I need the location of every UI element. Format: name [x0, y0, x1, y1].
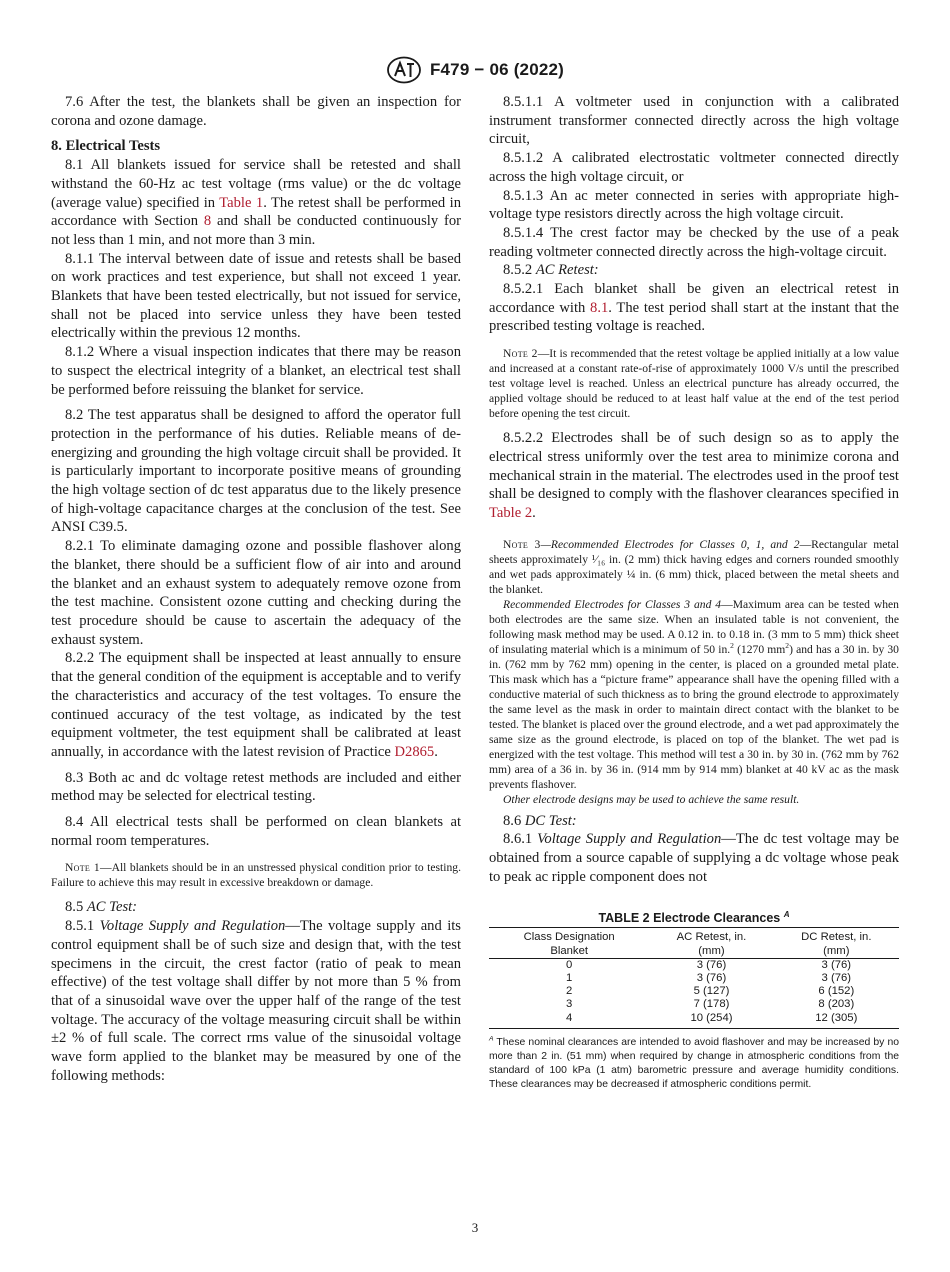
- paragraph-8-6: 8.6 DC Test:: [503, 812, 577, 829]
- paragraph-8-3: 8.3 Both ac and dc voltage retest methods are included and either method may be selected for electrical testing.: [51, 769, 461, 805]
- paragraph-8-2-2: 8.2.2 The equipment shall be inspected at least annually to ensure that the general condition of the equipment is acceptable and to verify the characteristics and accuracy of the test voltages. To ensure the continued accuracy of the test voltage, as indicated by the test equipment voltmeter, the test equipment shall be calibrated at least annually, in accordance with the latest revision of Practice D2865.: [51, 650, 461, 760]
- col-header-ac: AC Retest, in.: [649, 928, 773, 945]
- table-row: [489, 998, 899, 1011]
- paragraph-8-2-1: 8.2.1 To eliminate damaging ozone and possible flashover along the blanket, there should be a sufficient flow of air into and around the blanket and an exhaust system to adequately remove ozone from the test machine. Consistent ozone cutting and checking during the test procedure should be cause to ascertain the adequacy of the exhaust system.: [51, 538, 461, 648]
- table-2: [489, 910, 899, 1091]
- document-designation: F479 − 06 (2022): [429, 60, 565, 79]
- paragraph-8-5-1-4: 8.5.1.4 The crest factor may be checked by the use of a peak reading voltmeter connected directly across the high-voltage circuit.: [489, 224, 899, 260]
- paragraph-8-5-1-3: 8.5.1.3 An ac meter connected in series with appropriate high-voltage type resistors directly across the high voltage circuit.: [489, 187, 899, 223]
- paragraph-8-5-2-1: 8.5.2.1 Each blanket shall be given an electrical retest in accordance with 8.1. The test period shall start at the instant that the prescribed testing voltage is reached.: [489, 281, 899, 335]
- paragraph-8-5: 8.5 AC Test:: [65, 899, 138, 916]
- table-row: [489, 958, 899, 972]
- cell-ac: 3 (76): [696, 972, 727, 985]
- paragraph-8-1: 8.1 All blankets issued for service shall be retested and shall withstand the 60-Hz ac test voltage (rms value) or the dc voltage (average value) specified in Table 1. The retest shall be performed in accordance with Section 8 and shall be conducted continuously for not less than 1 min, and not more than 3 min.: [51, 157, 461, 248]
- paragraph-8-5-1: 8.5.1 Voltage Supply and Regulation—The voltage supply and its control equipment shall be of such size and design that, with the test specimens in the circuit, the crest factor (ratio of peak to mean effective) of the test voltage shall differ by not more than 5 % from that of a sinusoidal wave over the upper half of the range of the test voltage. The accuracy of the voltage measuring circuit shall be within ±2 % of full scale. The correct rms value of the sinusoidal voltage wave form applied to the blanket may be measured by one of the following methods:: [51, 918, 461, 1084]
- cell-dc: 12 (305): [774, 1012, 899, 1029]
- paragraph-8-6-1: 8.6.1 Voltage Supply and Regulation—The dc test voltage may be obtained from a source capable of supplying a dc voltage whose peak to peak ac ripple component does not: [489, 831, 899, 885]
- paragraph-8-5-1-2: 8.5.1.2 A calibrated electrostatic voltmeter connected directly across the high voltage circuit, or: [489, 150, 899, 185]
- col-header-dc-sub: (mm): [774, 945, 899, 959]
- paragraph-8-5-1-1: 8.5.1.1 A voltmeter used in conjunction with a calibrated instrument transformer connected directly across the high voltage circuit,: [489, 94, 899, 148]
- link-section-8[interactable]: 8: [203, 213, 212, 230]
- col-header-class: Class Designation: [489, 928, 649, 945]
- cell-ac: 7 (178): [693, 998, 730, 1011]
- paragraph-8-2: 8.2 The test apparatus shall be designed to afford the operator full protection in the performance of his duties. Reliable means of de-energizing and grounding the high voltage circuit shall be provided. It is particularly important to incorporate positive means of grounding the high voltage section of dc test apparatus due to the likely presence of high-voltage capacitance charges at the conclusion of the test. See ANSI C39.5.: [51, 407, 461, 536]
- cell-ac: 10 (254): [649, 1012, 773, 1029]
- paragraph-8-5-2-2: 8.5.2.2 Electrodes shall be of such design so as to apply the electrical stress uniformly over the test area to minimize corona and mechanical strain in the material. The electrodes used in the proof test shall be designed to comply with the flashover clearances specified in Table 2.: [489, 430, 899, 521]
- cell-class: 0: [566, 958, 573, 971]
- cell-class: 2: [566, 985, 573, 998]
- paragraph-8-1-1: 8.1.1 The interval between date of issue and retests shall be based on work practices and test experience, but shall not exceed 1 year. Blankets that have been tested electrically, but not issued for service, shall not be placed into service unless they have been tested electrically within the previous 12 months.: [51, 250, 461, 342]
- electrode-clearances-table: [489, 927, 899, 1028]
- page-number: 3: [471, 1220, 479, 1235]
- section-8-title: 8. Electrical Tests: [51, 138, 161, 155]
- left-column: [51, 93, 461, 1085]
- note-1: Note 1—All blankets should be in an unstressed physical condition prior to testing. Failure to achieve this may result in excessive breakdown or damage.: [51, 861, 461, 890]
- link-8-1[interactable]: 8.1: [590, 299, 609, 316]
- cell-class: 3: [566, 998, 573, 1011]
- note-3: Note 3—Recommended Electrodes for Classes 0, 1, and 2—Rectangular metal sheets approximately ¹⁄₁₆ in. (2 mm) thick having edges and corners rounded smoothly and wet pads approximately ¼ in. (6 mm) thick, placed between the metal sheets and the blanket. Recommended Electrodes for Classes 3 and 4—Maximum area can be tested when both electrodes are the same size. When an insulated table is not convenient, the following mask method may be used. A 0.12 in. to 0.18 in. (3 mm to 5 mm) thick sheet of insulating material which is a minimum of 50 in.$^2$ (1270 $mm^2$) and has a 30 in. by 30 in. (762 mm by 762 mm) opening in the center, is placed on a grounded metal plate. This mask which has a “picture frame” appearance shall have the opening filled with a conductive material of such thickness as to bring the ground electrode to approximately the same level as the mask in order to maintain direct contact with the blanket to be tested. The blanket is placed over the ground electrode, and a wet pad approximately the same size as the ground electrode, is placed on top of the blanket. The wet pad is energized with the test voltage. This method will test a 30 in. by 30 in. (762 mm by 762 mm) area of a 36 in. by 36 in. (914 mm by 914 mm) blanket at 40 kV ac as the mask prevents flashover. Other electrode designs may be used to achieve the same result.: [489, 537, 899, 806]
- cell-dc: 3 (76): [821, 958, 852, 971]
- cell-dc: 6 (152): [818, 985, 855, 998]
- table-2-title: TABLE 2 Electrode Clearances $^A$: [598, 910, 790, 926]
- right-column: [489, 93, 899, 1092]
- col-header-class-sub: Blanket: [489, 945, 649, 959]
- cell-class: 1: [566, 972, 573, 985]
- col-header-dc: DC Retest, in.: [774, 928, 899, 945]
- link-table-2[interactable]: Table 2: [489, 504, 533, 521]
- cell-ac: 5 (127): [693, 985, 730, 998]
- paragraph-8-1-2: 8.1.2 Where a visual inspection indicates that there may be reason to suspect the electrical integrity of a blanket, an electrical test shall be performed before reissuing the blanket for service.: [51, 344, 461, 398]
- page-header: [0, 56, 950, 84]
- link-d2865[interactable]: D2865: [394, 743, 435, 760]
- note-2: Note 2—It is recommended that the retest voltage be applied initially at a low value and increased at a constant rate-of-rise of approximately 1000 V/s until the prescribed test voltage level is reached. Unless an electrical puncture has already occurred, the applied voltage should be reduced to at least half value at the end of the test period before opening the test circuit.: [489, 347, 899, 421]
- paragraph-7-6: 7.6 After the test, the blankets shall be given an inspection for corona and ozone damage.: [51, 94, 461, 129]
- cell-class: 4: [489, 1012, 649, 1029]
- col-header-ac-sub: (mm): [649, 945, 773, 959]
- cell-dc: 8 (203): [818, 998, 855, 1011]
- cell-dc: 3 (76): [821, 972, 852, 985]
- table-row: [489, 985, 899, 998]
- table-2-footnote: $^A$ These nominal clearances are intended to avoid flashover and may be increased by no more than 2 in. (51 mm) when required by change in atmospheric conditions from the standard of 100 kPa (1 atm) barometric pressure and average humidity conditions. These clearances may be decreased if atmospheric conditions permit.: [489, 1035, 899, 1090]
- table-row: [489, 972, 899, 985]
- link-table-1[interactable]: Table 1: [219, 194, 264, 211]
- astm-logo-icon: [386, 56, 422, 84]
- table-row: [489, 1012, 899, 1029]
- cell-ac: 3 (76): [696, 958, 727, 971]
- paragraph-8-5-2: 8.5.2 AC Retest:: [503, 262, 599, 279]
- paragraph-8-4: 8.4 All electrical tests shall be performed on clean blankets at normal room temperatures.: [51, 814, 461, 849]
